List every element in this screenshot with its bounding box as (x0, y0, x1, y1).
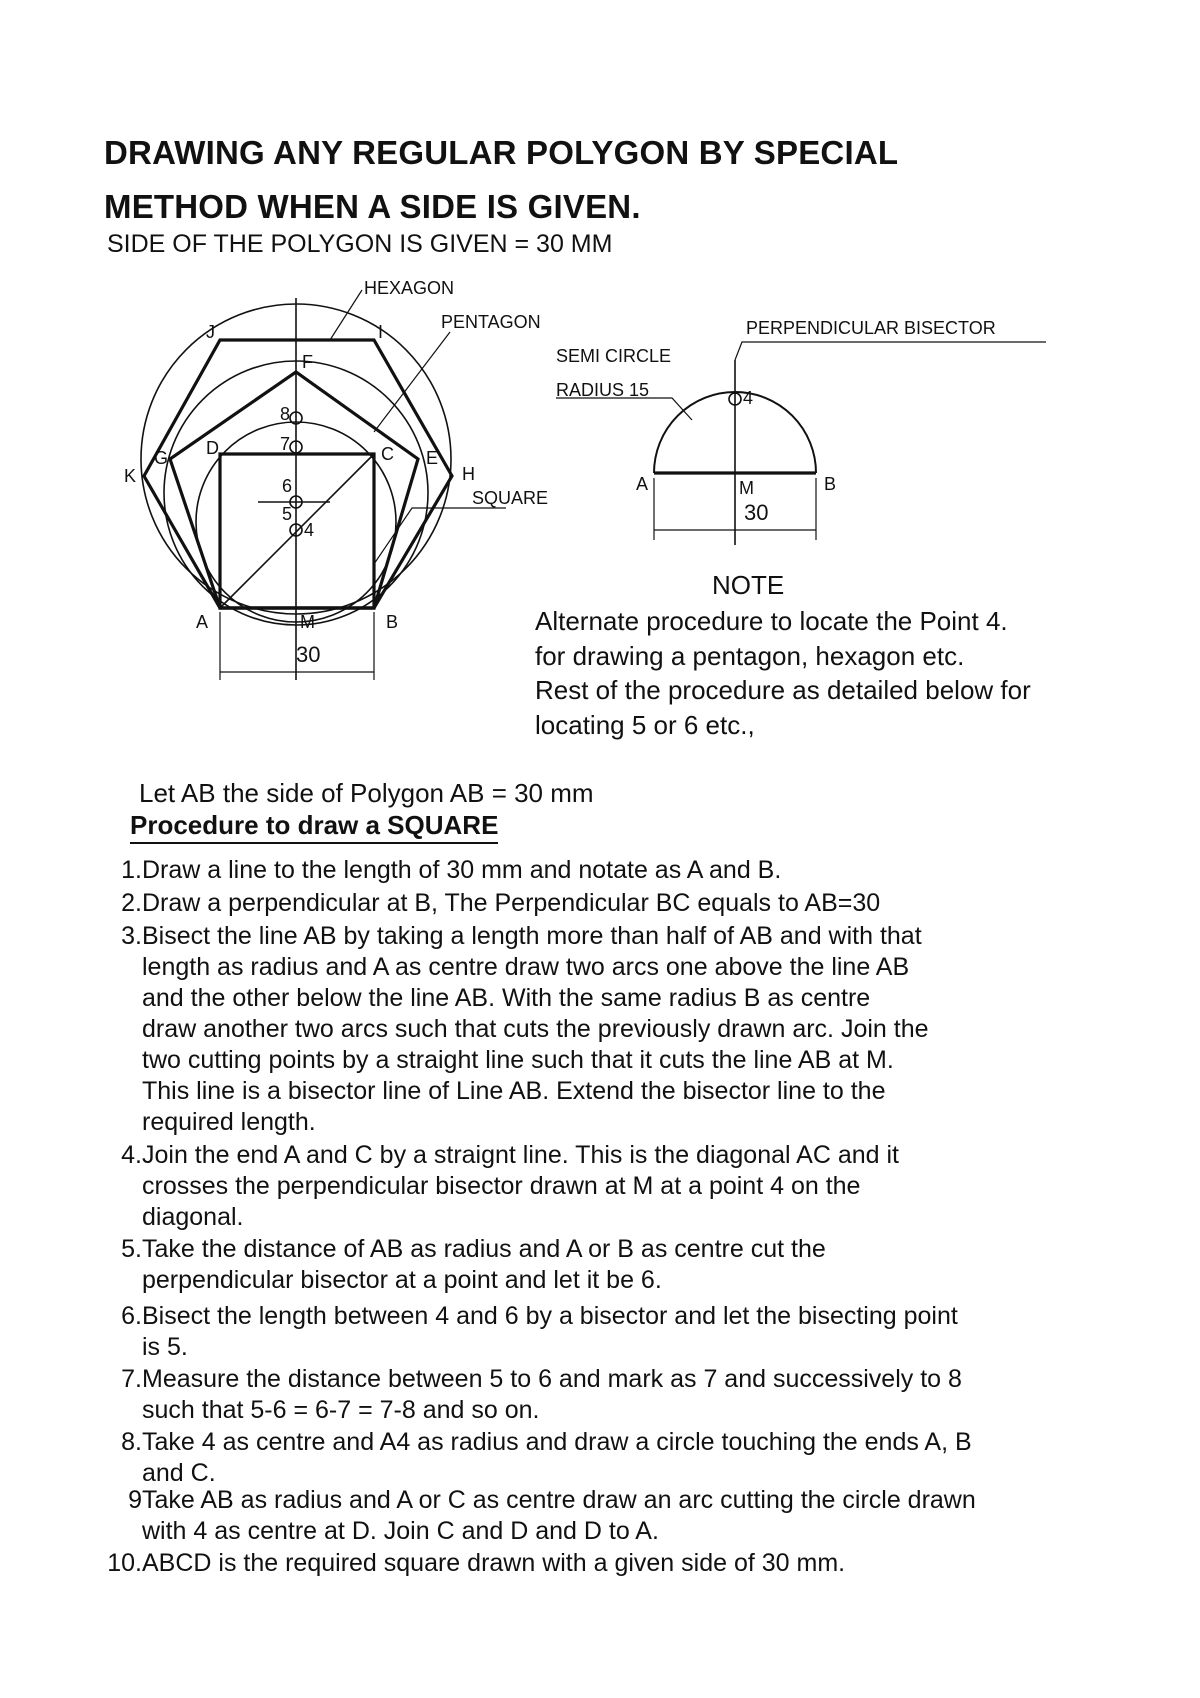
label-f: F (302, 352, 313, 372)
label-8: 8 (280, 404, 291, 424)
label-b-right: B (824, 474, 837, 494)
label-i: I (378, 322, 384, 342)
note-line: locating 5 or 6 etc., (535, 710, 755, 740)
diagonal-ac (220, 454, 374, 608)
label-e: E (426, 448, 439, 468)
label-h: H (462, 464, 475, 484)
step-text: Draw a line to the length of 30 mm and notate as A and B. (142, 856, 782, 884)
procedure-heading: Procedure to draw a SQUARE (130, 810, 498, 844)
square-label: SQUARE (472, 488, 549, 508)
step-number: 4. (121, 1141, 142, 1169)
step-number: 10. (107, 1549, 142, 1577)
label-7: 7 (280, 434, 291, 454)
note-line: Rest of the procedure as detailed below for (535, 675, 1031, 705)
pentagon-leader (374, 332, 450, 432)
right-figure (556, 342, 1046, 545)
label-4-right: 4 (743, 388, 754, 408)
given-side-caption: SIDE OF THE POLYGON IS GIVEN = 30 MM (107, 230, 613, 258)
right-figure-labels (556, 318, 996, 525)
step-number: 9 (128, 1486, 142, 1514)
step-text: Draw a perpendicular at B, The Perpendicular BC equals to AB=30 (142, 889, 881, 917)
step-number: 2. (121, 889, 142, 917)
step-number: 1. (121, 856, 142, 884)
hexagon-leader (330, 290, 362, 340)
step-number: 7. (121, 1365, 142, 1393)
pentagon (170, 372, 418, 608)
step-text: Take the distance of AB as radius and A or B as centre cut the perpendicular bisector at a point and let it be 6. (142, 1235, 826, 1294)
dimension-30: 30 (296, 642, 321, 667)
label-4: 4 (304, 520, 315, 540)
radius-leader (556, 398, 692, 420)
radius-label: RADIUS 15 (556, 380, 650, 400)
step-number: 3. (121, 922, 142, 950)
note-line: Alternate procedure to locate the Point 4. (535, 606, 1008, 636)
pentagon-label: PENTAGON (441, 312, 541, 332)
label-k: K (124, 466, 137, 486)
title-line-1: DRAWING ANY REGULAR POLYGON BY SPECIAL (104, 134, 899, 171)
label-m-right: M (739, 478, 754, 498)
step-text: ABCD is the required square drawn with a given side of 30 mm. (142, 1549, 846, 1577)
step-text: Measure the distance between 5 to 6 and mark as 7 and successively to 8 such that 5-6 = 6-7 = 7-8 and so on. (142, 1365, 962, 1424)
label-5: 5 (282, 504, 293, 524)
step-text: Bisect the length between 4 and 6 by a bisector and let the bisecting point is 5. (142, 1302, 958, 1361)
hexagon-label: HEXAGON (364, 278, 455, 298)
title-line-2: METHOD WHEN A SIDE IS GIVEN. (104, 188, 641, 225)
label-m: M (300, 612, 315, 632)
label-j: J (206, 322, 215, 342)
step-text: Take AB as radius and A or C as centre draw an arc cutting the circle drawn with 4 as centre at D. Join C and D and D to A. (142, 1486, 976, 1545)
label-c: C (381, 444, 394, 464)
step-number: 8. (121, 1428, 142, 1456)
label-d: D (206, 438, 219, 458)
semi-circle-label: SEMI CIRCLE (556, 346, 672, 366)
given-statement: Let AB the side of Polygon AB = 30 mm (139, 778, 594, 808)
label-b: B (386, 612, 399, 632)
label-6: 6 (282, 476, 293, 496)
step-number: 6. (121, 1302, 142, 1330)
label-a-right: A (636, 474, 649, 494)
label-g: G (154, 448, 169, 468)
perp-bisector-label: PERPENDICULAR BISECTOR (746, 318, 996, 338)
note-title: NOTE (712, 570, 785, 600)
step-number: 5. (121, 1235, 142, 1263)
step-text: Take 4 as centre and A4 as radius and draw a circle touching the ends A, B and C. (142, 1428, 972, 1487)
note-line: for drawing a pentagon, hexagon etc. (535, 641, 965, 671)
dimension-30-right: 30 (744, 500, 769, 525)
perp-bisector-leader (735, 342, 1046, 360)
step-text: Join the end A and C by a straignt line. This is the diagonal AC and it crosses the perpendicular bisector drawn at M at a point 4 on the diagonal. (142, 1141, 899, 1231)
step-text: Bisect the line AB by taking a length more than half of AB and with that length as radius and A as centre draw two arcs one above the line AB and the other below the line AB. With the same radius B as centre draw another two arcs such that cuts the previously drawn arc. Join the two cutting points by a straight line such that it cuts the line AB at M. This line is a bisector line of Line AB. Extend the bisector line to the required length. (142, 922, 929, 1136)
label-a: A (196, 612, 209, 632)
